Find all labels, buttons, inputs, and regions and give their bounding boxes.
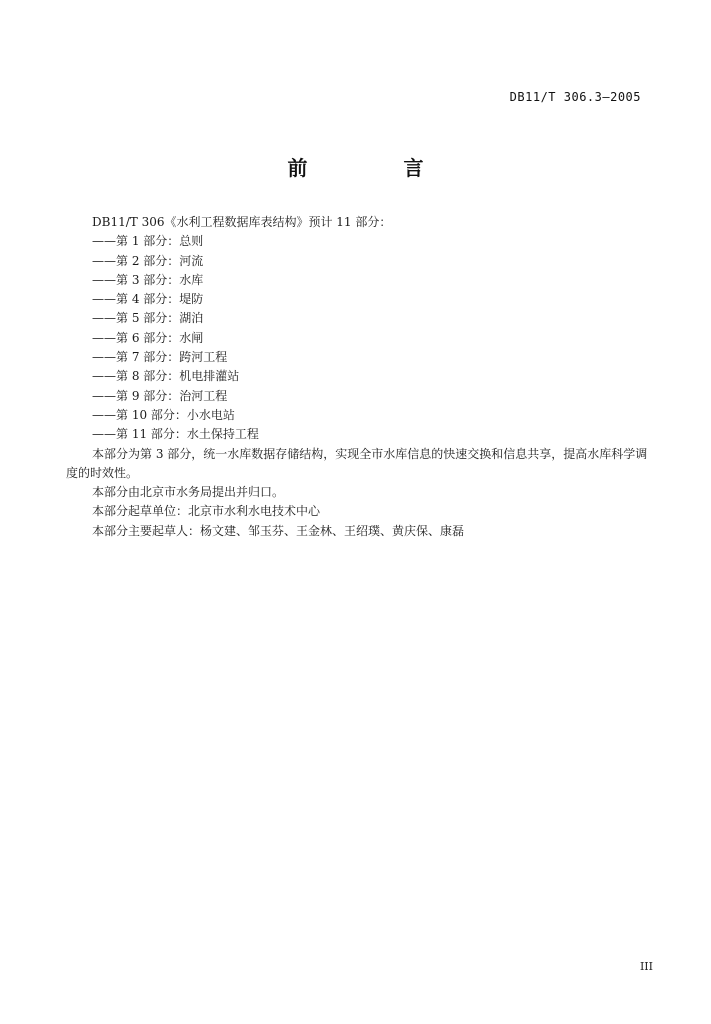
list-item: ——第 1 部分：总则 bbox=[92, 234, 204, 249]
list-item: ——第 9 部分：治河工程 bbox=[92, 388, 228, 403]
list-item: ——第 10 部分：小水电站 bbox=[92, 407, 235, 422]
document-body bbox=[66, 213, 648, 541]
list-item: ——第 8 部分：机电排灌站 bbox=[92, 369, 240, 384]
list-item: ——第 5 部分：湖泊 bbox=[92, 311, 204, 326]
proposer-paragraph: 本部分由北京市水务局提出并归口。 bbox=[92, 485, 285, 500]
page-title: 前 言 bbox=[287, 156, 462, 180]
list-item: ——第 3 部分：水库 bbox=[92, 272, 204, 287]
list-item: ——第 4 部分：堤防 bbox=[92, 292, 204, 307]
drafters-paragraph: 本部分主要起草人：杨文建、邹玉芬、王金林、王绍璞、黄庆保、康磊 bbox=[92, 523, 465, 538]
parts-list bbox=[66, 232, 648, 444]
scope-paragraph: 本部分为第 3 部分，统一水库数据存储结构，实现全市水库信息的快速交换和信息共享，提高水库科学调度的时效性。 bbox=[66, 446, 648, 480]
list-item: ——第 6 部分：水闸 bbox=[92, 330, 204, 345]
drafting-unit-paragraph: 本部分起草单位：北京市水利水电技术中心 bbox=[92, 504, 321, 519]
intro-paragraph: DB11/T 306《水利工程数据库表结构》预计 11 部分： bbox=[92, 215, 392, 229]
standard-code: DB11/T 306.3—2005 bbox=[509, 90, 641, 104]
list-item: ——第 11 部分：水土保持工程 bbox=[92, 427, 259, 442]
list-item: ——第 2 部分：河流 bbox=[92, 253, 204, 268]
list-item: ——第 7 部分：跨河工程 bbox=[92, 350, 228, 365]
page-number: III bbox=[639, 960, 653, 973]
